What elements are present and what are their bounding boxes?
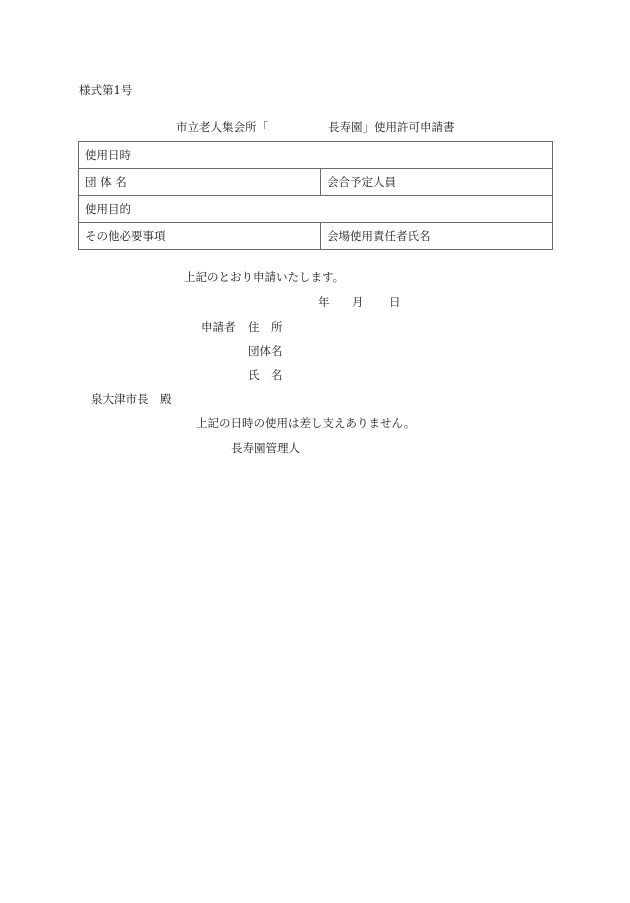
field-usage-purpose[interactable]: 使用目的 [79,196,553,223]
title-prefix: 市立老人集会所「 [176,120,268,134]
field-group-name[interactable]: 団 体 名 [79,169,321,196]
applicant-group-name-label: 団体名 [248,344,283,358]
field-other-notes[interactable]: その他必要事項 [79,223,321,250]
applicant-label: 申請者 [201,320,236,334]
field-expected-attendees[interactable]: 会合予定人員 [321,169,553,196]
addressee: 泉大津市長 殿 [91,392,172,406]
table-row [79,169,553,196]
date-month: 月 [352,295,364,309]
application-statement: 上記のとおり申請いたします。 [184,270,345,284]
title-facility: 長寿園」使用許可申請書 [328,120,455,134]
approval-statement: 上記の日時の使用は差し支えありません。 [196,416,416,430]
date-day: 日 [389,295,401,309]
date-year: 年 [318,295,330,309]
application-form-table [78,141,553,250]
table-row [79,142,553,169]
applicant-name-label: 氏 名 [248,368,283,382]
manager-label: 長寿園管理人 [231,441,300,455]
applicant-address-label: 住 所 [248,320,283,334]
table-row [79,196,553,223]
document-title [176,119,455,135]
field-usage-datetime[interactable]: 使用日時 [79,142,553,169]
date-line [318,294,401,310]
table-row [79,223,553,250]
form-number: 様式第1号 [79,83,133,97]
field-venue-responsible-person[interactable]: 会場使用責任者氏名 [321,223,553,250]
